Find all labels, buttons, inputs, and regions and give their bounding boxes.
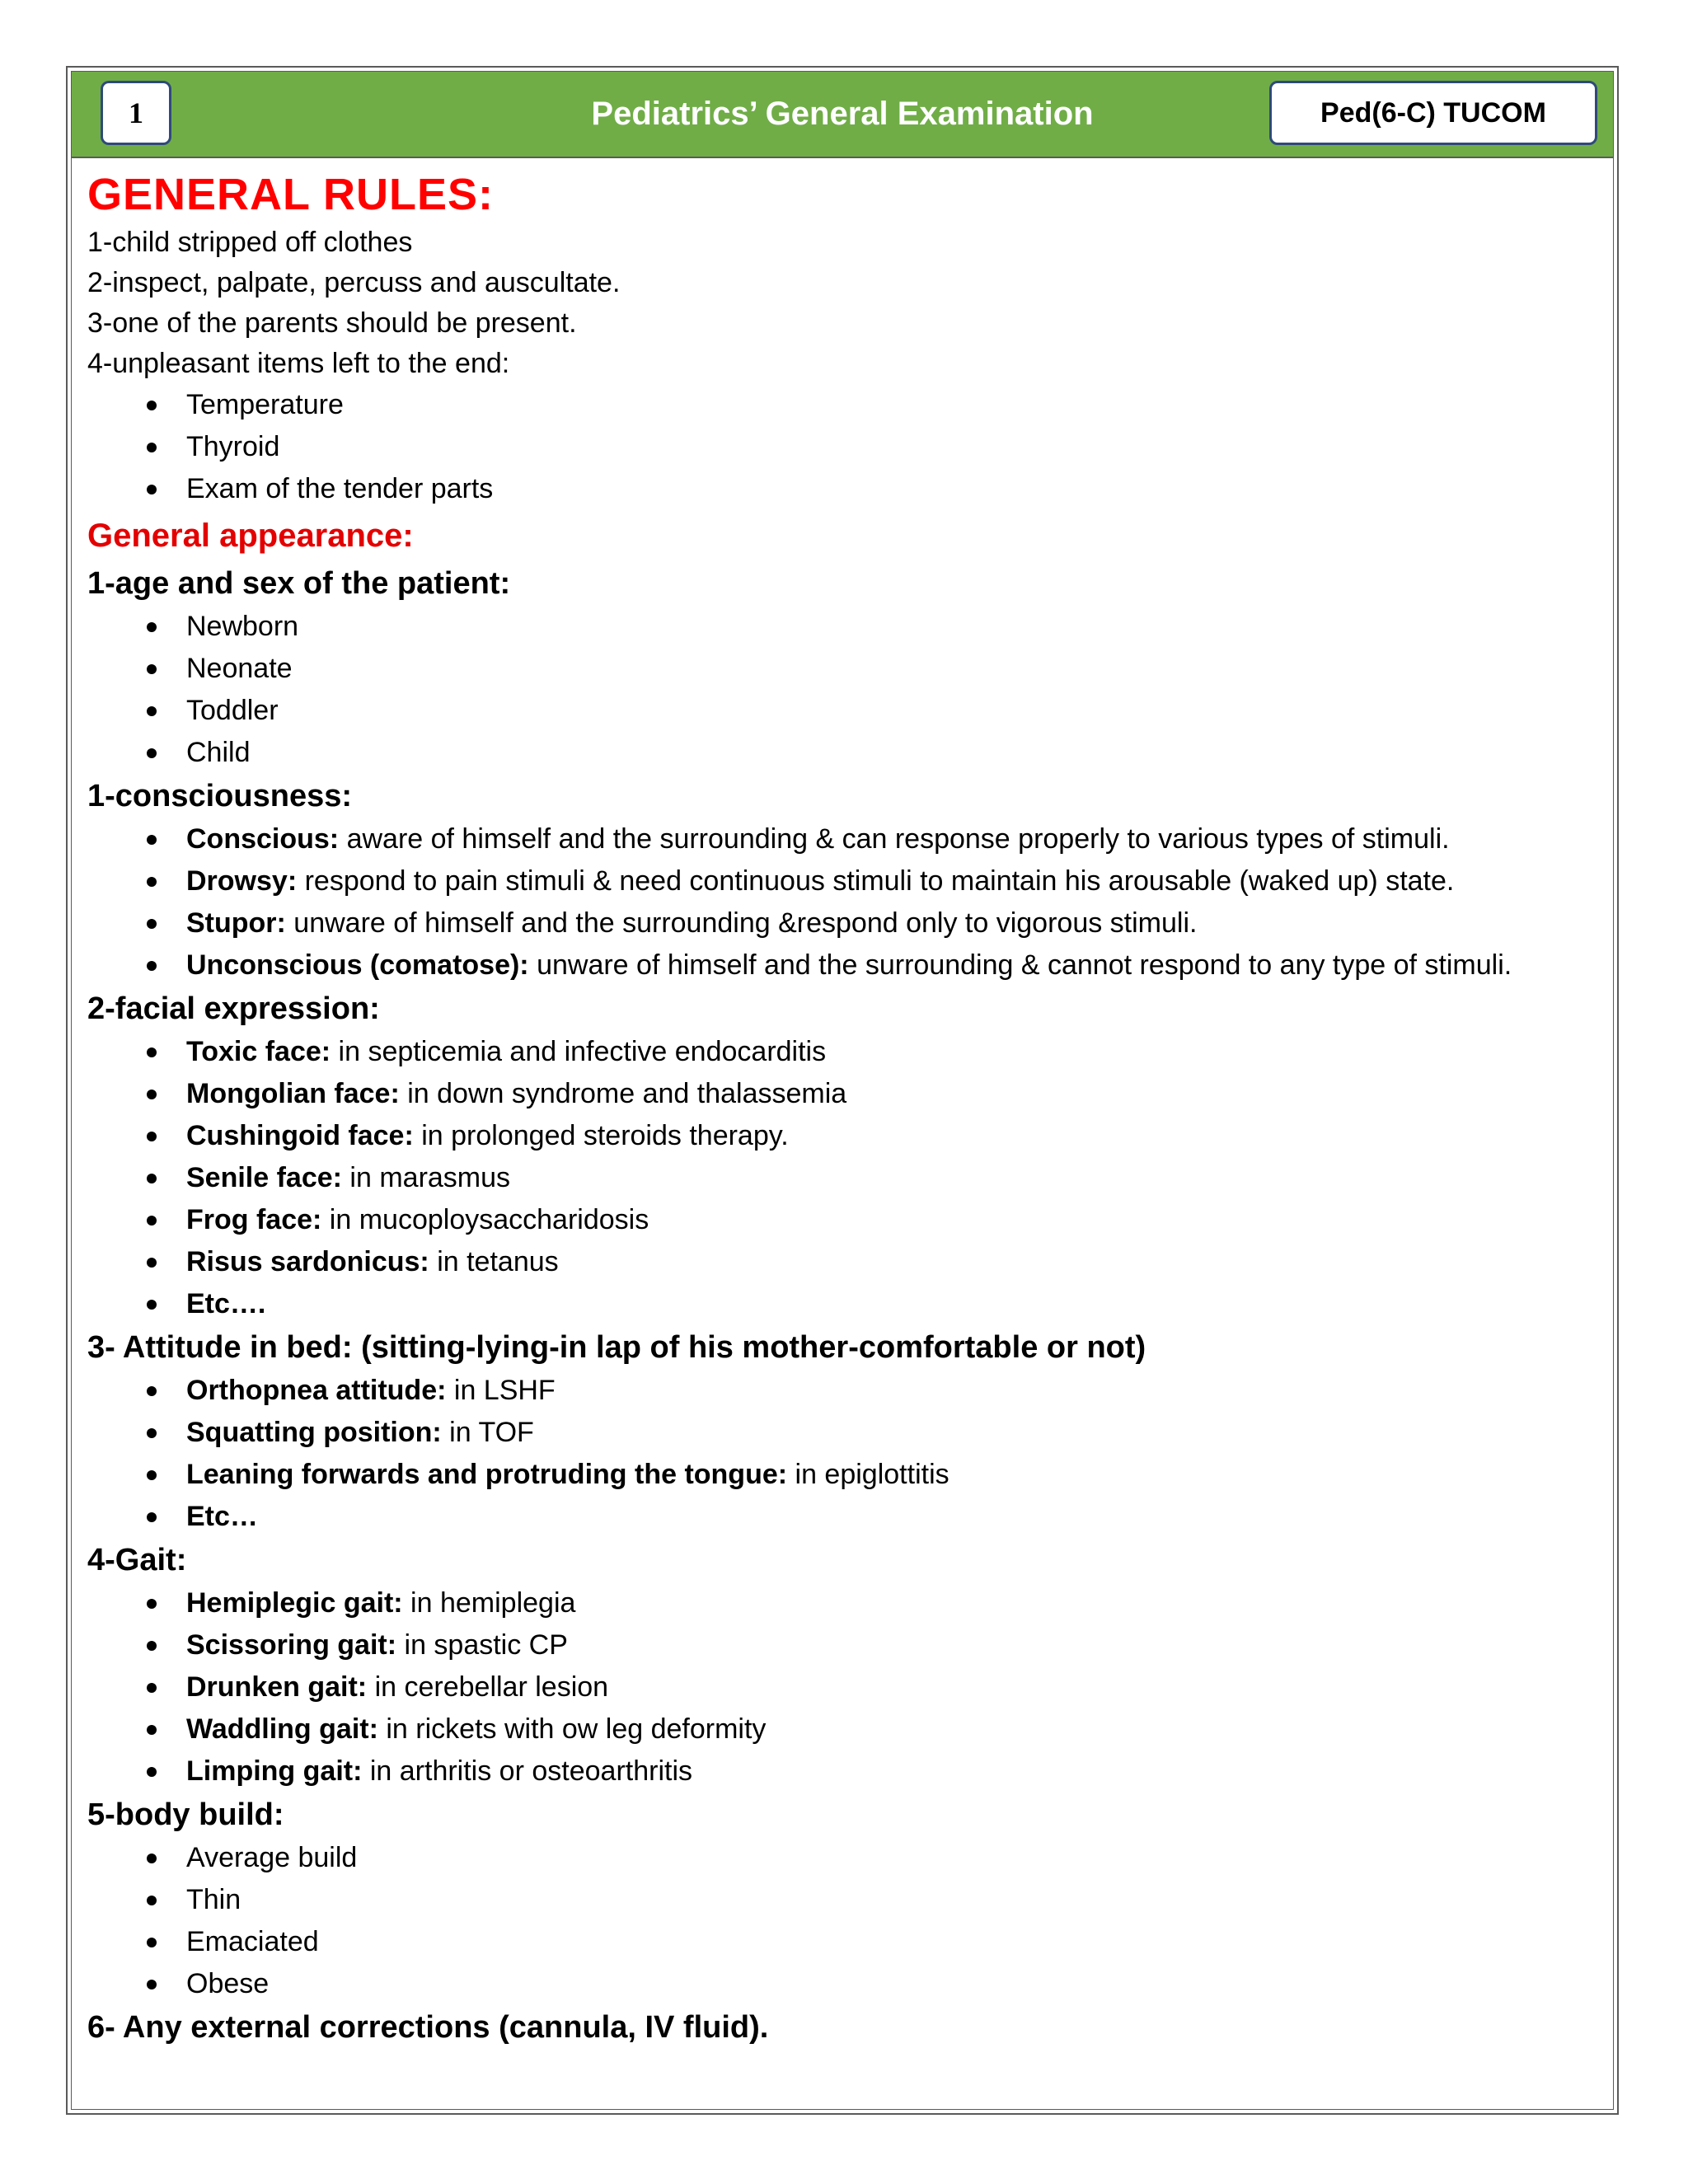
list-item: [137, 1454, 1601, 1496]
facial-expression-heading: 2-facial expression:: [87, 991, 380, 1026]
list-item: [137, 1412, 1601, 1454]
gait-heading: 4-Gait:: [87, 1543, 187, 1577]
list-item: [137, 1199, 1601, 1241]
external-corrections-heading: 6- Any external corrections (cannula, IV fluid).: [87, 2010, 769, 2045]
rule-line: 4-unpleasant items left to the end:: [87, 348, 510, 379]
term: Drunken gait:: [186, 1671, 368, 1703]
rule-line: 3-one of the parents should be present.: [87, 307, 577, 339]
description: aware of himself and the surrounding & can response properly to various types of stimuli.: [339, 823, 1450, 855]
term: Stupor:: [186, 907, 286, 939]
term: Senile face:: [186, 1162, 342, 1193]
description: in rickets with ow leg deformity: [377, 1713, 767, 1745]
list-item: [137, 902, 1601, 944]
list-item: [137, 1073, 1601, 1115]
list-item: Child: [137, 732, 1601, 774]
course-label: Ped(6-C) TUCOM: [1269, 81, 1597, 145]
list-item: [137, 1241, 1601, 1283]
age-list: [87, 606, 1601, 774]
consciousness-list: [87, 818, 1601, 987]
list-item: Newborn: [137, 606, 1601, 648]
list-item: [137, 1283, 1601, 1325]
term: Cushingoid face:: [186, 1120, 414, 1151]
term: Drowsy:: [186, 865, 298, 897]
general-rules-heading: GENERAL RULES:: [87, 170, 495, 219]
term: Unconscious (comatose):: [186, 949, 529, 981]
list-item: Thin: [137, 1879, 1601, 1921]
list-item: Temperature: [137, 384, 1601, 426]
list-item: [137, 944, 1601, 987]
term: Risus sardonicus:: [186, 1246, 429, 1277]
list-item: Exam of the tender parts: [137, 468, 1601, 510]
list-item: [137, 1624, 1601, 1666]
term: Scissoring gait:: [186, 1629, 397, 1661]
description: in epiglottitis: [787, 1459, 950, 1490]
description: in prolonged steroids therapy.: [413, 1120, 789, 1151]
list-item: [137, 1750, 1601, 1793]
description: unware of himself and the surrounding &respond only to vigorous stimuli.: [285, 907, 1198, 939]
list-item: Toddler: [137, 690, 1601, 732]
description: in tetanus: [429, 1246, 559, 1277]
age-sex-heading: 1-age and sex of the patient:: [87, 566, 511, 601]
page-title: Pediatrics’ General Examination: [591, 96, 1094, 132]
list-item: [137, 1370, 1601, 1412]
list-item: [137, 1582, 1601, 1624]
facial-expression-list: [87, 1031, 1601, 1325]
header-bar: [71, 71, 1614, 158]
description: in down syndrome and thalassemia: [399, 1078, 847, 1109]
term: Squatting position:: [186, 1417, 442, 1448]
attitude-heading: 3- Attitude in bed: (sitting-lying-in lap of his mother-comfortable or not): [87, 1330, 1146, 1365]
term: Mongolian face:: [186, 1078, 400, 1109]
gait-list: [87, 1582, 1601, 1793]
term: Etc….: [186, 1288, 266, 1319]
description: in marasmus: [341, 1162, 511, 1193]
body-build-heading: 5-body build:: [87, 1797, 284, 1832]
rule-line: 2-inspect, palpate, percuss and auscultate.: [87, 267, 621, 298]
description: in LSHF: [446, 1375, 556, 1406]
term: Waddling gait:: [186, 1713, 378, 1745]
term: Frog face:: [186, 1204, 322, 1235]
description: in septicemia and infective endocarditis: [331, 1036, 827, 1067]
term: Toxic face:: [186, 1036, 331, 1067]
description: unware of himself and the surrounding & cannot respond to any type of stimuli.: [528, 949, 1512, 981]
term: Limping gait:: [186, 1755, 363, 1787]
description: in hemiplegia: [402, 1587, 576, 1619]
description: in TOF: [441, 1417, 534, 1448]
description: in cerebellar lesion: [367, 1671, 609, 1703]
term: Hemiplegic gait:: [186, 1587, 403, 1619]
list-item: [137, 1496, 1601, 1538]
attitude-list: [87, 1370, 1601, 1538]
list-item: Emaciated: [137, 1921, 1601, 1963]
list-item: [137, 860, 1601, 902]
term: Leaning forwards and protruding the tongue:: [186, 1459, 788, 1490]
list-item: [137, 818, 1601, 860]
list-item: [137, 1031, 1601, 1073]
term: Conscious:: [186, 823, 340, 855]
general-appearance-heading: General appearance:: [87, 518, 414, 554]
list-item: Average build: [137, 1837, 1601, 1879]
list-item: [137, 1708, 1601, 1750]
list-item: Neonate: [137, 648, 1601, 690]
unpleasant-items-list: [87, 384, 1601, 510]
page-frame: [66, 66, 1619, 2115]
list-item: Obese: [137, 1963, 1601, 2005]
list-item: [137, 1157, 1601, 1199]
list-item: [137, 1666, 1601, 1708]
description: in mucoploysaccharidosis: [321, 1204, 649, 1235]
term: Etc…: [186, 1501, 258, 1532]
list-item: [137, 1115, 1601, 1157]
list-item: Thyroid: [137, 426, 1601, 468]
page-number: 1: [101, 81, 171, 145]
description: in spastic CP: [396, 1629, 568, 1661]
description: respond to pain stimuli & need continuous stimuli to maintain his arousable (waked up) state.: [297, 865, 1455, 897]
body-build-list: [87, 1837, 1601, 2005]
document-body: [87, 166, 1601, 2050]
consciousness-heading: 1-consciousness:: [87, 779, 352, 813]
description: in arthritis or osteoarthritis: [362, 1755, 693, 1787]
term: Orthopnea attitude:: [186, 1375, 447, 1406]
rule-line: 1-child stripped off clothes: [87, 227, 413, 258]
